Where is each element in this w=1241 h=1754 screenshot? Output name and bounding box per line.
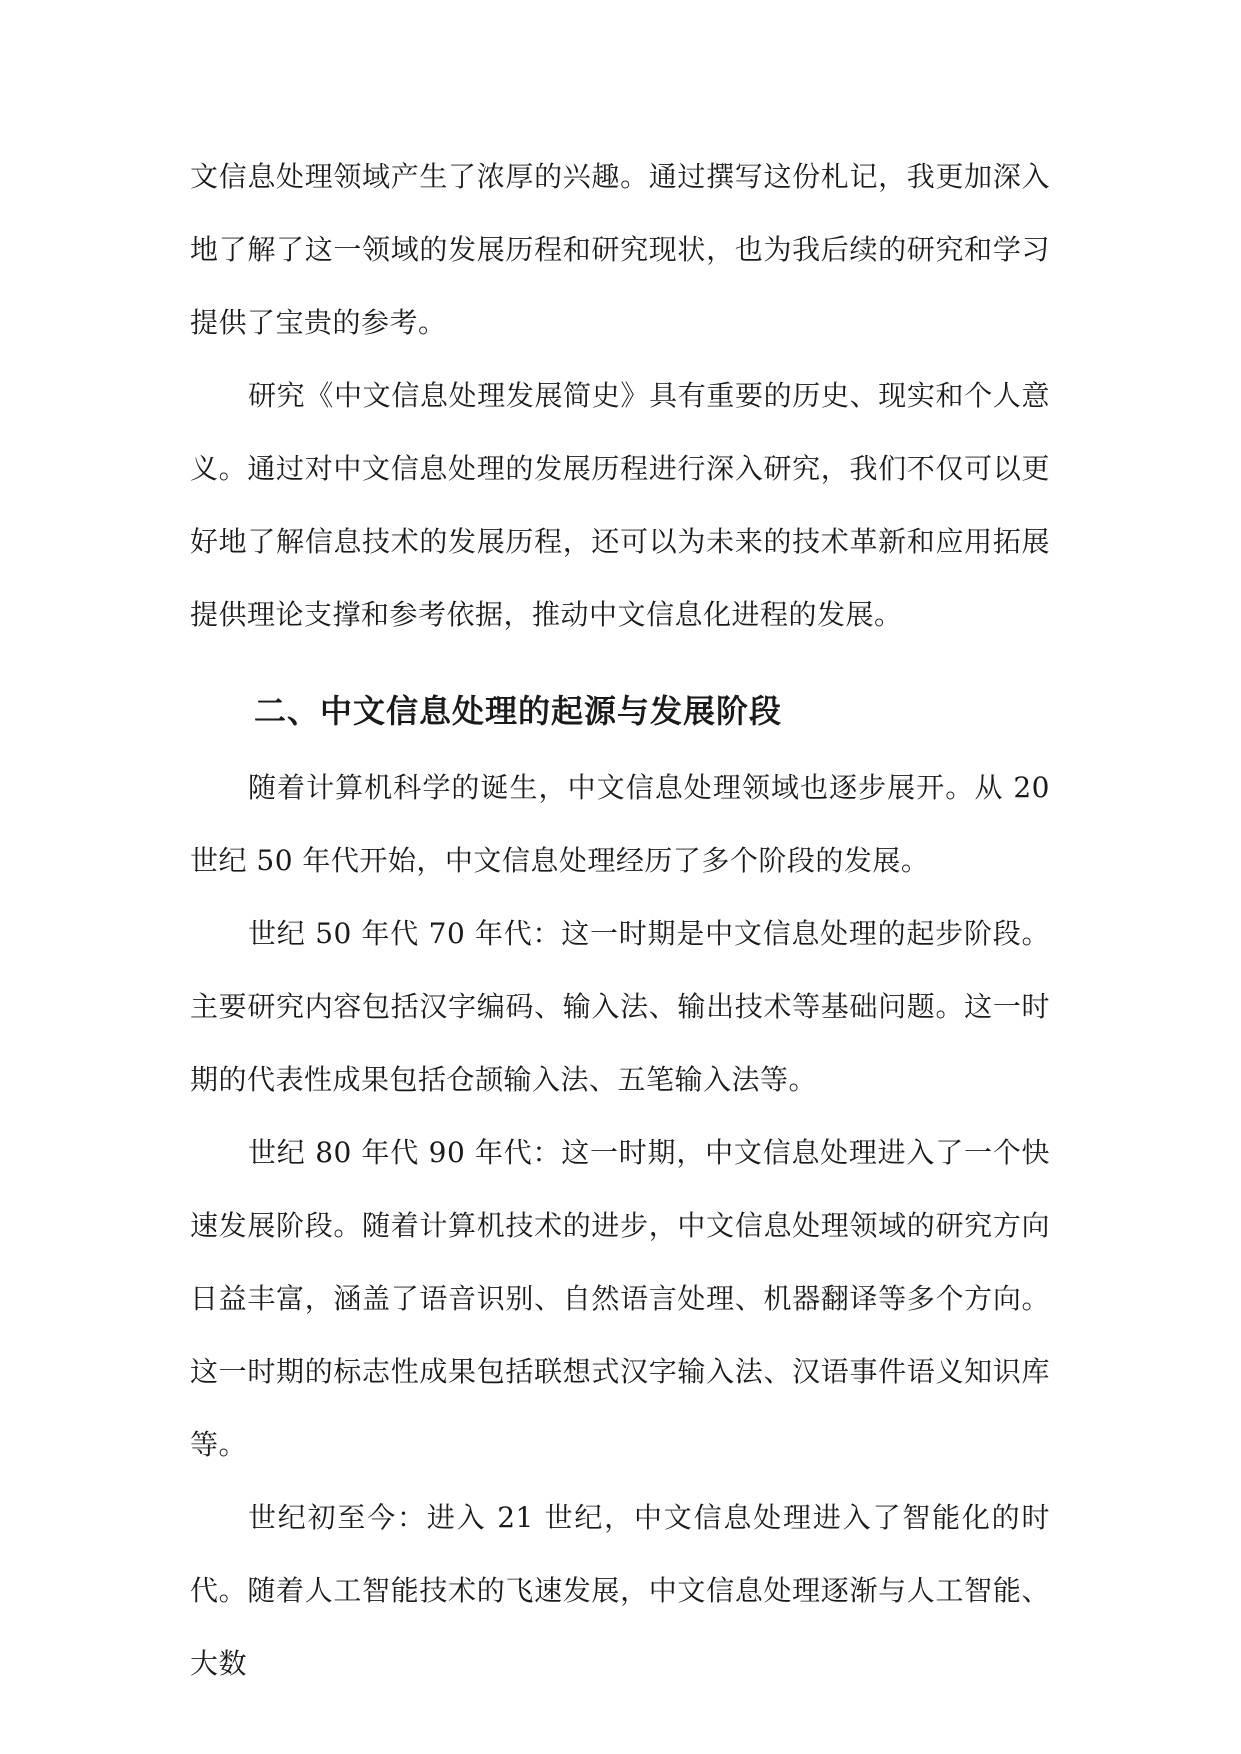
body-paragraph: 世纪 50 年代 70 年代：这一时期是中文信息处理的起步阶段。主要研究内容包括汉字编码、输入法、输出技术等基础问题。这一时期的代表性成果包括仓颉输入法、五笔输入法等。 [190,917,1050,1096]
document-body [190,140,1050,1700]
body-paragraph: 研究《中文信息处理发展简史》具有重要的历史、现实和个人意义。通过对中文信息处理的发展历程进行深入研究，我们不仅可以更好地了解信息技术的发展历程，还可以为未来的技术革新和应用拓展提供理论支撑和参考依据，推动中文信息化进程的发展。 [190,379,1050,631]
body-paragraph: 随着计算机科学的诞生，中文信息处理领域也逐步展开。从 20 世纪 50 年代开始，中文信息处理经历了多个阶段的发展。 [190,771,1050,877]
body-paragraph: 文信息处理领域产生了浓厚的兴趣。通过撰写这份札记，我更加深入地了解了这一领域的发展历程和研究现状，也为我后续的研究和学习提供了宝贵的参考。 [190,160,1050,339]
section-heading: 二、中文信息处理的起源与发展阶段 [254,692,783,730]
body-paragraph: 世纪初至今：进入 21 世纪，中文信息处理进入了智能化的时代。随着人工智能技术的飞速发展，中文信息处理逐渐与人工智能、大数 [190,1501,1050,1680]
body-paragraph: 世纪 80 年代 90 年代：这一时期，中文信息处理进入了一个快速发展阶段。随着计算机技术的进步，中文信息处理领域的研究方向日益丰富，涵盖了语音识别、自然语言处理、机器翻译等多个方向。这一时期的标志性成果包括联想式汉字输入法、汉语事件语义知识库等。 [190,1136,1050,1461]
